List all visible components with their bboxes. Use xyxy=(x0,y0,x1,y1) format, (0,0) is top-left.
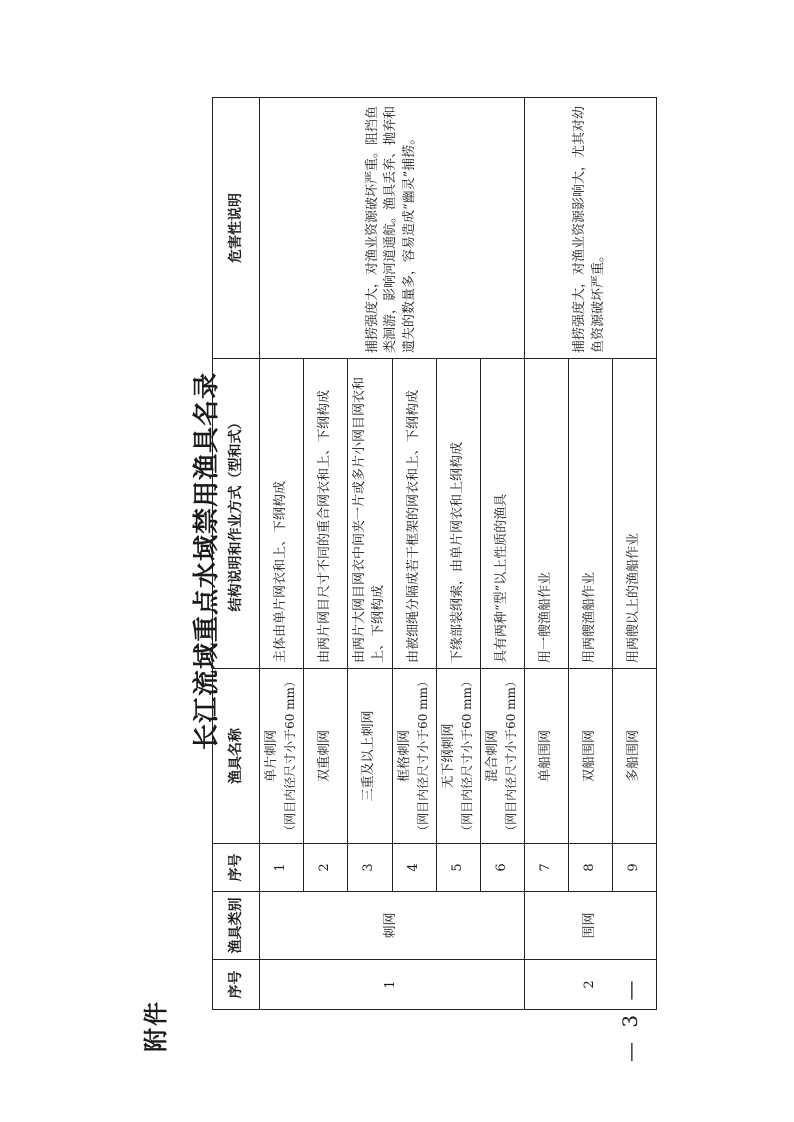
hazard-cell: 捕捞强度大，对渔业资源破坏严重。阻挡鱼类洄游，影响河道通航。渔具丢弃、抛弃和遗失的数量多，容易造成“幽灵”捕捞。 xyxy=(260,98,525,359)
hazard-cell: 捕捞强度大，对渔业资源影响大，尤其对幼鱼资源破坏严重。 xyxy=(524,98,656,359)
row-no-cell: 8 xyxy=(568,844,612,892)
gear-mesh-note: （网目内径尺寸小于60 mm） xyxy=(283,675,298,837)
gear-name: 单船围网 xyxy=(537,730,553,783)
structure-cell: 下缘部装纲索，由单片网衣和上纲构成 xyxy=(436,359,480,669)
header-no: 序号 xyxy=(213,844,260,892)
page-number: — 3 — xyxy=(618,976,642,1062)
header-name: 渔具名称 xyxy=(213,669,260,844)
structure-cell: 用一艘渔船作业 xyxy=(524,359,568,669)
row-no-cell: 3 xyxy=(348,844,393,892)
row-no-cell: 7 xyxy=(524,844,568,892)
gear-name-cell xyxy=(260,669,304,844)
header-group-no: 序号 xyxy=(213,960,260,1010)
group-no-cell: 2 xyxy=(524,960,656,1010)
row-no-cell: 2 xyxy=(304,844,348,892)
gear-name-cell xyxy=(392,669,436,844)
header-structure: 结构说明和作业方式（型和式） xyxy=(213,359,260,669)
gear-name-cell xyxy=(612,669,656,844)
gear-name-cell xyxy=(480,669,524,844)
row-no-cell: 9 xyxy=(612,844,656,892)
gear-name: 双船围网 xyxy=(581,730,597,783)
fishing-gear-table xyxy=(212,97,657,1010)
row-no-cell: 6 xyxy=(480,844,524,892)
gear-name: 无下纲刺网 xyxy=(441,723,457,789)
category-cell: 围网 xyxy=(524,892,656,960)
gear-name-cell xyxy=(304,669,348,844)
structure-cell: 由两片大网目网衣中间夹一片或多片小网目网衣和上、下纲构成 xyxy=(348,359,393,669)
attachment-label: 附件 xyxy=(142,1000,170,1052)
header-hazard: 危害性说明 xyxy=(213,98,260,359)
gear-mesh-note: （网目内径尺寸小于60 mm） xyxy=(459,675,474,837)
gear-mesh-note: （网目内径尺寸小于60 mm） xyxy=(415,675,430,837)
gear-name-cell xyxy=(524,669,568,844)
document-title: 长江流域重点水域禁用渔具名录 xyxy=(192,372,222,751)
structure-cell: 由被细绳分隔成若干框架的网衣和上、下纲构成 xyxy=(392,359,436,669)
gear-name: 多船围网 xyxy=(625,730,641,783)
row-no-cell: 4 xyxy=(392,844,436,892)
row-no-cell: 5 xyxy=(436,844,480,892)
structure-cell: 用两艘以上的渔船作业 xyxy=(612,359,656,669)
gear-name: 单片刺网 xyxy=(264,730,280,783)
row-no-cell: 1 xyxy=(260,844,304,892)
structure-cell: 由两片网目尺寸不同的重合网衣和上、下纲构成 xyxy=(304,359,348,669)
table-header-row xyxy=(213,98,260,1010)
gear-name: 双重刺网 xyxy=(317,730,333,783)
header-category: 渔具类别 xyxy=(213,892,260,960)
gear-mesh-note: （网目内径尺寸小于60 mm） xyxy=(503,675,518,837)
group-no-cell: 1 xyxy=(260,960,525,1010)
structure-cell: 用两艘渔船作业 xyxy=(568,359,612,669)
table-row xyxy=(524,98,568,1010)
gear-name-cell xyxy=(348,669,393,844)
gear-name-cell xyxy=(568,669,612,844)
gear-name: 三重及以上刺网 xyxy=(361,710,377,802)
category-cell: 刺网 xyxy=(260,892,525,960)
gear-name: 框格刺网 xyxy=(397,730,413,783)
gear-name: 混合刺网 xyxy=(485,730,501,783)
structure-cell: 具有两种“型”以上性质的渔具 xyxy=(480,359,524,669)
structure-cell: 主体由单片网衣和上、下纲构成 xyxy=(260,359,304,669)
gear-name-cell xyxy=(436,669,480,844)
table-row xyxy=(260,98,304,1010)
